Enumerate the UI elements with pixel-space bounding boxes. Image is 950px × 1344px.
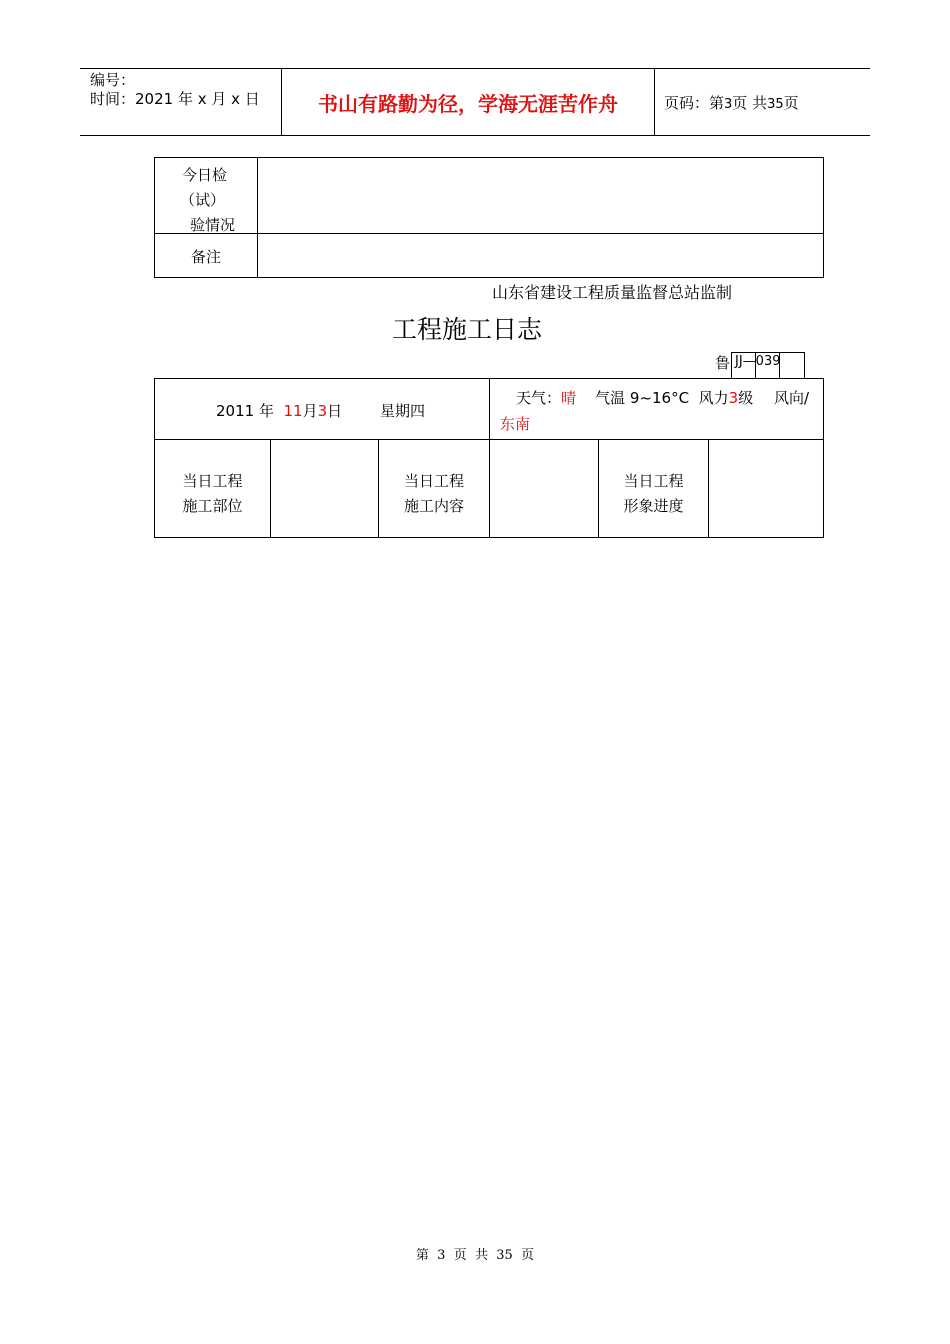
- log-month-unit: 月: [302, 402, 318, 420]
- supervising-authority: 山东省建设工程质量监督总站监制: [492, 283, 733, 302]
- header-bottom-rule: [80, 135, 870, 136]
- log-weekday: 星期四: [380, 402, 426, 420]
- table2-divider-d: [708, 439, 709, 537]
- wind-dir-label: 风向/: [774, 389, 810, 407]
- header-divider-left: [281, 68, 282, 136]
- content-label-line2: 施工内容: [403, 497, 464, 515]
- page-label: 页码：第: [664, 94, 725, 112]
- table2-right: [823, 378, 824, 538]
- header-divider-right: [654, 68, 655, 136]
- form-code-prefix: 鲁: [715, 354, 731, 372]
- part-label-line1: 当日工程: [182, 472, 243, 490]
- page-indicator: [664, 94, 799, 114]
- time-label: 时间：: [90, 90, 136, 108]
- log-title: 工程施工日志: [392, 315, 543, 344]
- table1-divider: [257, 157, 258, 278]
- table1-top: [154, 157, 824, 158]
- wind-label: 风力: [698, 389, 729, 407]
- page-number: 3: [724, 97, 733, 112]
- table1-bottom: [154, 277, 824, 278]
- table2-divider-a: [270, 439, 271, 537]
- form-code-text: JJ—039: [735, 354, 781, 369]
- table2-divider-date: [489, 378, 490, 538]
- test-label-line3: 验情况: [190, 216, 236, 234]
- temp-value: 9~16: [629, 389, 672, 407]
- wind-dir-value: 东南: [500, 415, 531, 433]
- log-day: 3: [317, 402, 328, 420]
- weather-label: 天气：: [516, 389, 562, 407]
- table1-right: [823, 157, 824, 278]
- content-label-line1: 当日工程: [403, 472, 464, 490]
- test-label-line2: （试）: [180, 191, 226, 209]
- doc-number-label: 编号：: [90, 71, 136, 89]
- weather-value: 晴: [561, 389, 577, 407]
- log-date: [216, 402, 342, 420]
- header-top-rule: [80, 68, 870, 69]
- progress-label: [599, 469, 708, 519]
- doc-date: [90, 90, 260, 108]
- test-label: [182, 163, 235, 238]
- temp-label: 气温: [595, 389, 626, 407]
- remarks-label: 备注: [191, 248, 222, 266]
- log-year: 2011 年: [216, 402, 274, 420]
- table1-left: [154, 157, 155, 278]
- page-end-label: 页: [783, 94, 799, 112]
- progress-label-line1: 当日工程: [623, 472, 684, 490]
- page-footer: 第 3 页 共 35 页: [415, 1248, 535, 1263]
- wind-unit: 级: [738, 389, 754, 407]
- weather-line: [516, 389, 753, 407]
- wind-level: 3: [728, 389, 739, 407]
- part-label: [155, 469, 270, 519]
- log-month: 11: [283, 402, 303, 420]
- table1-mid: [154, 233, 824, 234]
- part-label-line2: 施工部位: [182, 497, 243, 515]
- log-day-unit: 日: [327, 402, 343, 420]
- test-label-line1: 今日检: [182, 166, 228, 184]
- temp-unit: °C: [671, 389, 690, 407]
- page-mid-label: 页 共: [732, 94, 768, 112]
- progress-label-line2: 形象进度: [623, 497, 684, 515]
- page-total: 35: [767, 97, 784, 112]
- content-label: [379, 469, 489, 519]
- header-motto: 书山有路勤为径，学海无涯苦作舟: [318, 92, 618, 116]
- date-text: 2021 年 x 月 x 日: [135, 90, 260, 108]
